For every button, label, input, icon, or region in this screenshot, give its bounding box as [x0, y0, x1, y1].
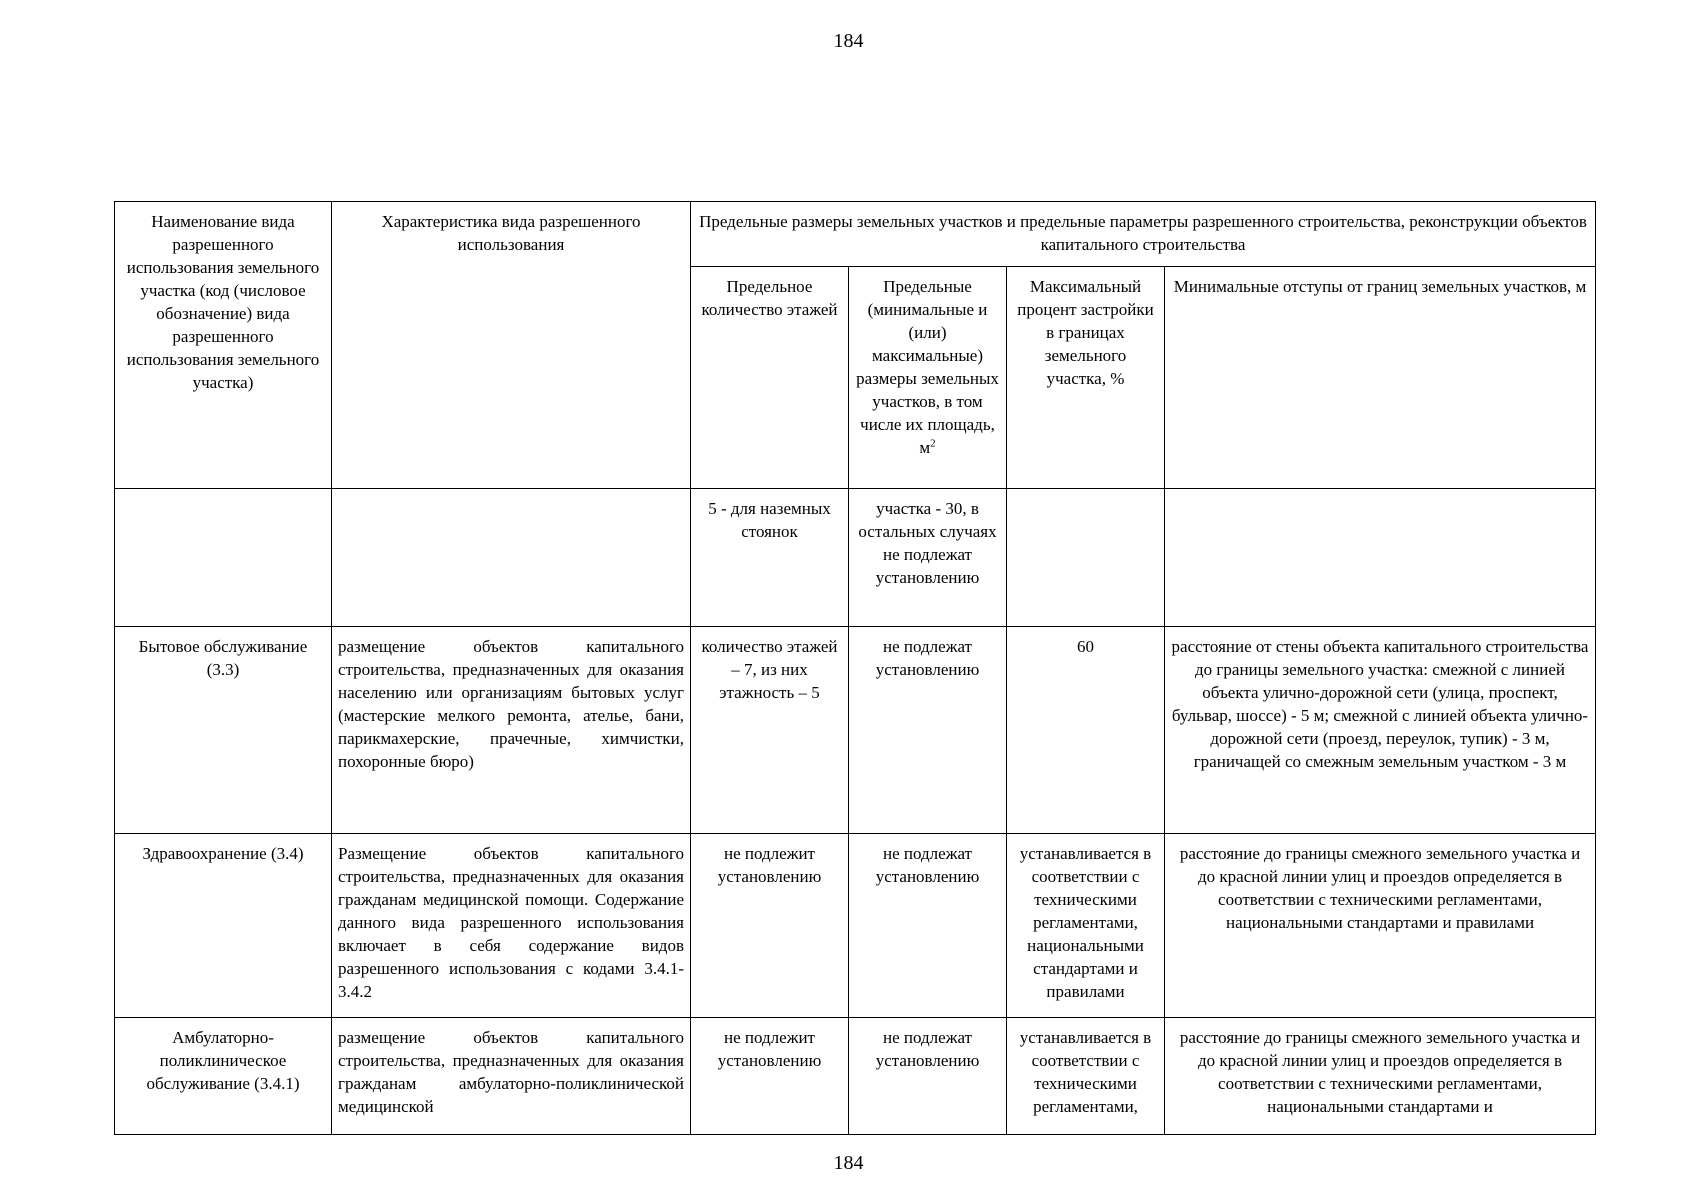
- page-number-top: 184: [833, 30, 864, 52]
- cell-floors: количество этажей – 7, из них этажность – 5: [691, 627, 849, 834]
- table-row: [115, 489, 1596, 627]
- cell-build-percent: устанавливается в соответствии с техническими регламентами,: [1007, 1018, 1165, 1135]
- header-setbacks: Минимальные отступы от границ земельных участков, м: [1165, 267, 1596, 489]
- cell-use-name: Здравоохранение (3.4): [115, 834, 332, 1018]
- cell-setbacks: [1165, 489, 1596, 627]
- cell-plot-size: участка - 30, в остальных случаях не подлежат установлению: [849, 489, 1007, 627]
- header-build-percent: Максимальный процент застройки в границах земельного участка, %: [1007, 267, 1165, 489]
- header-plot-size-sup: 2: [930, 437, 936, 450]
- header-plot-size: [849, 267, 1007, 489]
- header-use-description: Характеристика вида разрешенного использования: [332, 202, 691, 489]
- cell-build-percent: [1007, 489, 1165, 627]
- header-plot-size-text: Предельные (минимальные и (или) максимальные) размеры земельных участков, в том числе их площадь, м: [856, 277, 999, 457]
- cell-setbacks: расстояние до границы смежного земельного участка и до красной линии улиц и проездов определяется в соответствии с техническими регламентами, национальными стандартами и правилами: [1165, 834, 1596, 1018]
- cell-use-name: [115, 489, 332, 627]
- header-row-1: [115, 202, 1596, 267]
- cell-build-percent: 60: [1007, 627, 1165, 834]
- cell-plot-size: не подлежат установлению: [849, 1018, 1007, 1135]
- cell-use-description: размещение объектов капитального строительства, предназначенных для оказания гражданам амбулаторно-поликлинической медицинской: [332, 1018, 691, 1135]
- cell-floors: 5 - для наземных стоянок: [691, 489, 849, 627]
- cell-floors: не подлежит установлению: [691, 1018, 849, 1135]
- cell-plot-size: не подлежат установлению: [849, 834, 1007, 1018]
- cell-floors: не подлежит установлению: [691, 834, 849, 1018]
- header-floors: Предельное количество этажей: [691, 267, 849, 489]
- cell-setbacks: расстояние до границы смежного земельного участка и до красной линии улиц и проездов определяется в соответствии с техническими регламентами, национальными стандартами и: [1165, 1018, 1596, 1135]
- cell-build-percent: устанавливается в соответствии с техническими регламентами, национальными стандартами и правилами: [1007, 834, 1165, 1018]
- cell-use-name: Бытовое обслуживание (3.3): [115, 627, 332, 834]
- cell-use-description: [332, 489, 691, 627]
- cell-use-description: Размещение объектов капитального строительства, предназначенных для оказания гражданам медицинской помощи. Содержание данного вида разрешенного использования включает в себя содержание видов разрешенного использования с кодами 3.4.1-3.4.2: [332, 834, 691, 1018]
- table-row: [115, 627, 1596, 834]
- cell-plot-size: не подлежат установлению: [849, 627, 1007, 834]
- header-limits-group: Предельные размеры земельных участков и предельные параметры разрешенного строительства, реконструкции объектов капитального строительства: [691, 202, 1596, 267]
- table-row: [115, 834, 1596, 1018]
- regulations-table: [114, 201, 1596, 1135]
- cell-setbacks: расстояние от стены объекта капитального строительства до границы земельного участка: смежной с линией объекта улично-дорожной сети (улица, проспект, бульвар, шоссе) - 5 м; смежной с линией объекта улично-дорожной сети (проезд, переулок, тупик) - 3 м, граничащей со смежным земельным участком - 3 м: [1165, 627, 1596, 834]
- cell-use-name: Амбулаторно-поликлиническое обслуживание (3.4.1): [115, 1018, 332, 1135]
- table-row: [115, 1018, 1596, 1135]
- cell-use-description: размещение объектов капитального строительства, предназначенных для оказания населению или организациям бытовых услуг (мастерские мелкого ремонта, ателье, бани, парикмахерские, прачечные, химчистки, похоронные бюро): [332, 627, 691, 834]
- page-number-bottom: 184: [833, 1152, 864, 1174]
- header-use-name: Наименование вида разрешенного использования земельного участка (код (числовое обозначение) вида разрешенного использования земельного участка): [115, 202, 332, 489]
